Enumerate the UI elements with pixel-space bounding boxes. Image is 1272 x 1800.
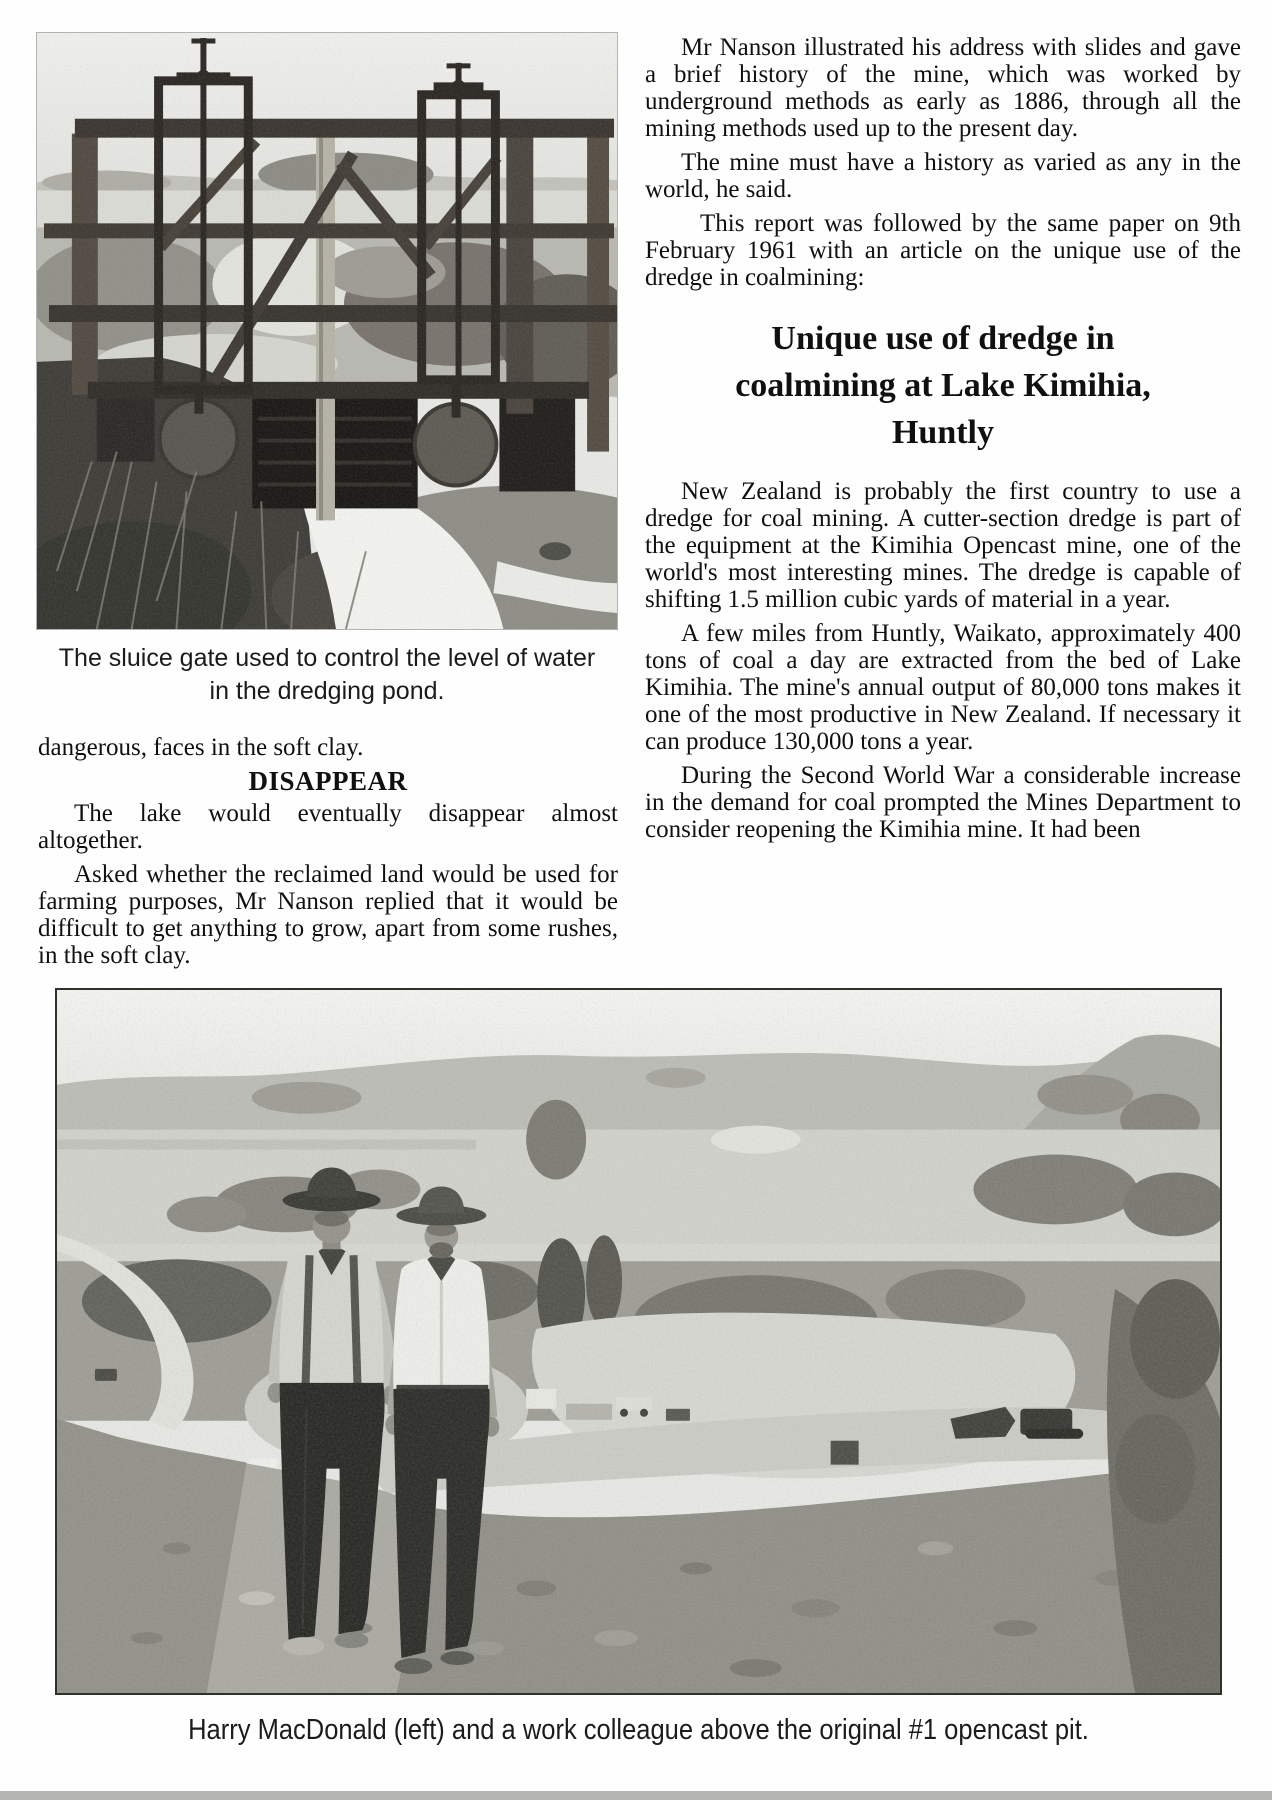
right-paragraph-2: The mine must have a history as varied as any in the world, he said.	[645, 149, 1241, 203]
figure-top-caption-text: The sluice gate used to control the level of water in the dredging pond.	[58, 644, 596, 705]
right-paragraph-3: This report was followed by the same paper on 9th February 1961 with an article on the unique use of the dredge in coalmining:	[645, 210, 1241, 291]
figure-bottom-caption	[55, 1714, 1222, 1747]
scan-edge-strip	[0, 1791, 1272, 1800]
right-column	[645, 34, 1241, 850]
figure-bottom-caption-text: Harry MacDonald (left) and a work colleague above the original #1 opencast pit.	[188, 1714, 1089, 1746]
sluice-gate-photo	[37, 33, 617, 629]
figure-top-caption	[36, 642, 618, 708]
article-heading: Unique use of dredge in coalmining at Lake Kimihia, Huntly	[735, 320, 1151, 451]
left-paragraph-1: The lake would eventually disappear almost altogether.	[38, 800, 618, 854]
figure-bottom-opencast-pit	[55, 988, 1222, 1695]
opencast-pit-photo	[57, 990, 1220, 1693]
figure-top-sluice-gate	[36, 32, 618, 630]
right-paragraph-5: A few miles from Huntly, Waikato, approximately 400 tons of coal a day are extracted from the bed of Lake Kimihia. The mine's annual output of 80,000 tons makes it one of the most productive in New Zealand. If necessary it can produce 130,000 tons a year.	[645, 620, 1241, 755]
left-column	[38, 734, 618, 976]
left-paragraph-2: Asked whether the reclaimed land would be used for farming purposes, Mr Nanson replied that it would be difficult to get anything to grow, apart from some rushes, in the soft clay.	[38, 861, 618, 969]
right-paragraph-6: During the Second World War a considerable increase in the demand for coal prompted the Mines Department to consider reopening the Kimihia mine. It had been	[645, 762, 1241, 843]
right-paragraph-1: Mr Nanson illustrated his address with slides and gave a brief history of the mine, which was worked by underground methods as early as 1886, through all the mining methods used up to the present day.	[645, 34, 1241, 142]
left-paragraph-fragment: dangerous, faces in the soft clay.	[38, 734, 364, 761]
right-paragraph-4: New Zealand is probably the first country to use a dredge for coal mining. A cutter-section dredge is part of the equipment at the Kimihia Opencast mine, one of the world's most interesting mines. The dredge is capable of shifting 1.5 million cubic yards of material in a year.	[645, 478, 1241, 613]
sub-heading-disappear: DISAPPEAR	[248, 766, 408, 796]
